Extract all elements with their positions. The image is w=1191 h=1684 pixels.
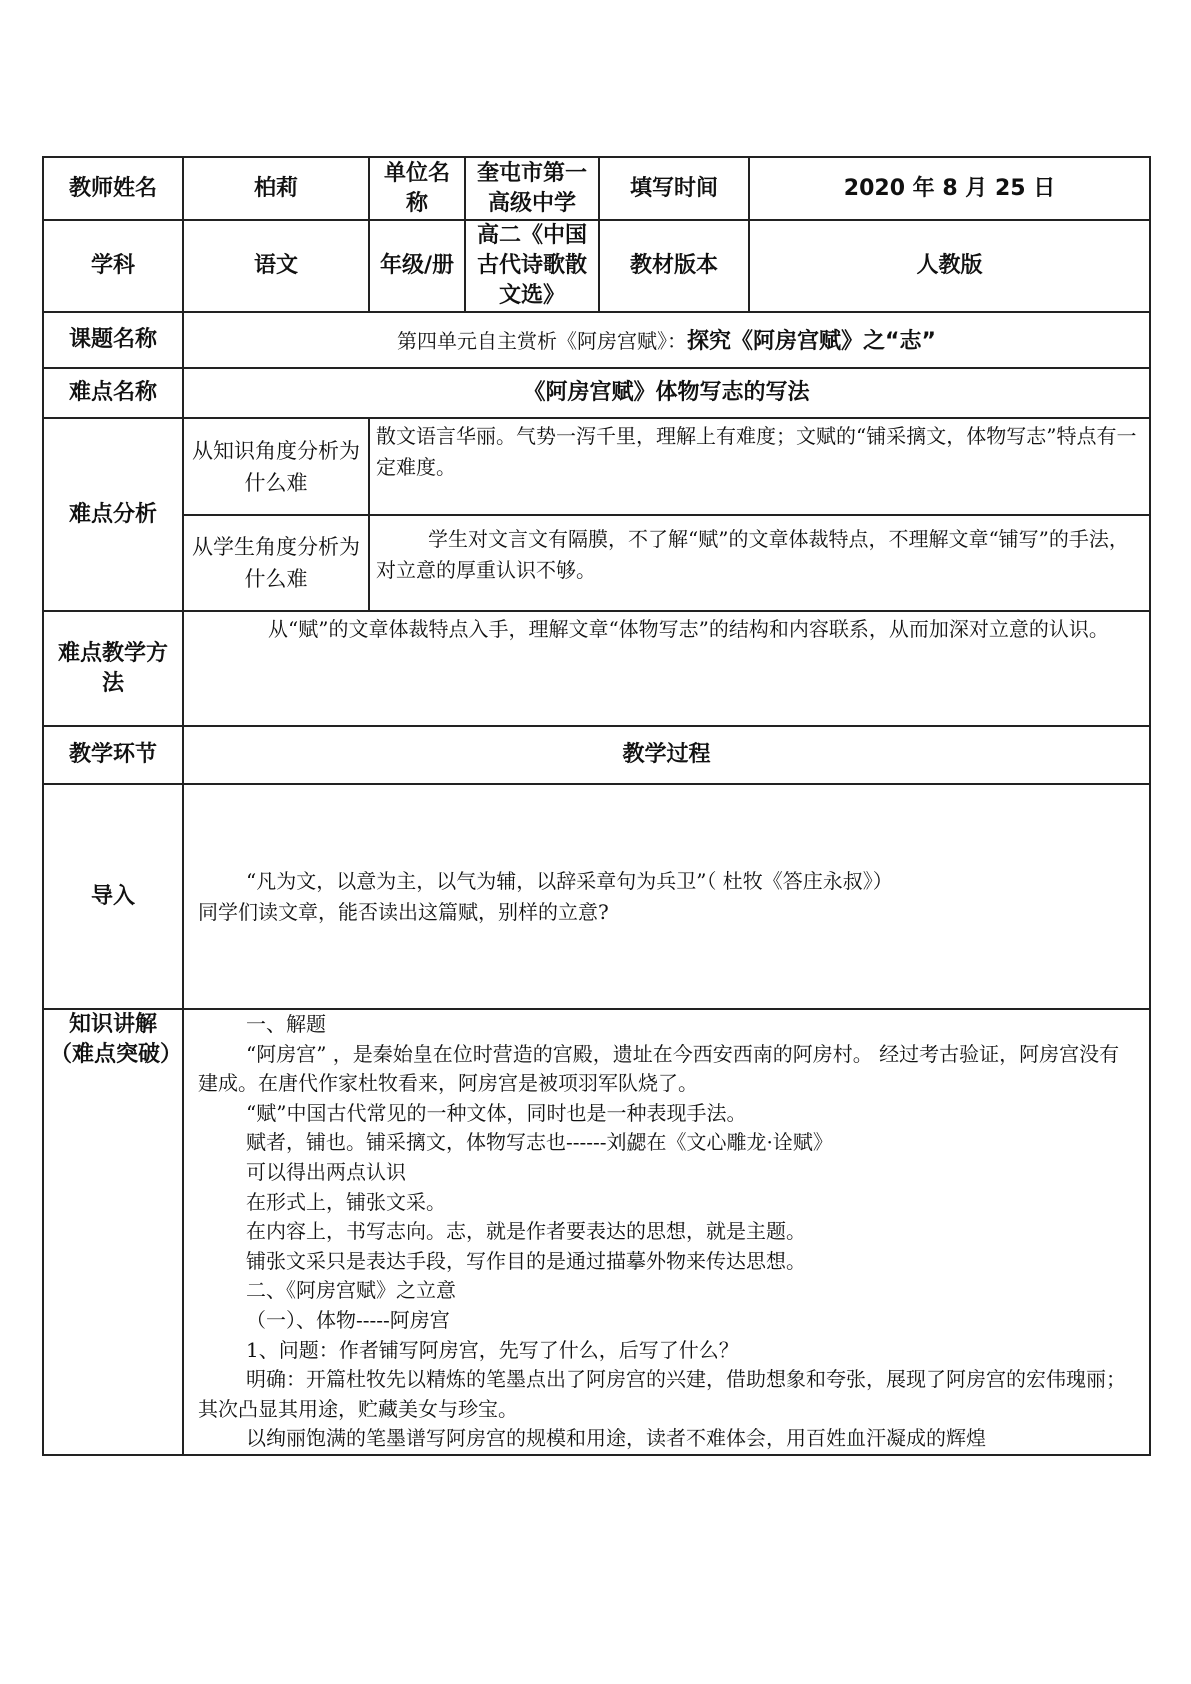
knowledge-angle-label: 从知识角度分析为什么难 (183, 418, 369, 515)
analysis-row-student (43, 515, 1150, 611)
edition-label: 教材版本 (599, 220, 749, 312)
topic-bold: 探究《阿房宫赋》之“志” (687, 328, 936, 354)
intro-question: 同学们读文章，能否读出这篇赋，别样的立意? (198, 899, 609, 924)
knowledge-angle-text: 散文语言华丽。气势一泻千里，理解上有难度；文赋的“铺采摛文，体物写志”特点有一定难度。 (369, 418, 1150, 515)
topic-prefix: 第四单元自主赏析《阿房宫赋》： (397, 328, 688, 353)
date-value: 2020 年 8 月 25 日 (749, 157, 1150, 220)
difficulty-label: 难点名称 (43, 368, 183, 418)
knowledge-line-11: 1、问题：作者铺写阿房宫，先写了什么，后写了什么？ (246, 1337, 739, 1362)
knowledge-content (183, 1009, 1150, 1455)
intro-row (43, 784, 1150, 1009)
intro-quote: “凡为文，以意为主，以气为辅，以辞采章句为兵卫”（ 杜牧《答庄永叔》） (246, 868, 893, 893)
knowledge-line-4: 赋者，铺也。铺采摛文，体物写志也------刘勰在《文心雕龙·诠赋》 (246, 1130, 833, 1155)
process-header-row (43, 726, 1150, 784)
knowledge-line-12: 明确：开篇杜牧先以精炼的笔墨点出了阿房宫的兴建，借助想象和夸张，展现了阿房宫的宏伟瑰丽；其次凸显其用途，贮藏美女与珍宝。 (198, 1367, 1126, 1421)
knowledge-line-6: 在形式上，铺张文采。 (246, 1189, 446, 1214)
analysis-label: 难点分析 (43, 418, 183, 611)
header-row-2 (43, 220, 1150, 312)
knowledge-line-3: “赋”中国古代常见的一种文体，同时也是一种表现手法。 (246, 1100, 747, 1125)
knowledge-line-8: 铺张文采只是表达手段，写作目的是通过描摹外物来传达思想。 (246, 1248, 806, 1273)
subject-value: 语文 (183, 220, 369, 312)
difficulty-value: 《阿房宫赋》体物写志的写法 (183, 368, 1150, 418)
knowledge-row (43, 1009, 1150, 1455)
knowledge-line-7: 在内容上，书写志向。志，就是作者要表达的思想，就是主题。 (246, 1219, 806, 1244)
header-row-1 (43, 157, 1150, 220)
intro-content (183, 784, 1150, 1009)
difficulty-row (43, 368, 1150, 418)
lesson-plan-sheet (42, 156, 1149, 1456)
lesson-plan-table (42, 156, 1151, 1456)
knowledge-line-1: 一、解题 (246, 1012, 326, 1036)
intro-label: 导入 (43, 784, 183, 1009)
method-row (43, 611, 1150, 726)
edition-value: 人教版 (749, 220, 1150, 312)
teacher-value: 柏莉 (183, 157, 369, 220)
analysis-row-knowledge (43, 418, 1150, 515)
date-label: 填写时间 (599, 157, 749, 220)
process-label: 教学过程 (183, 726, 1150, 784)
unit-label: 单位名称 (369, 157, 465, 220)
unit-value: 奎屯市第一高级中学 (465, 157, 599, 220)
knowledge-label: 知识讲解（难点突破） (43, 1009, 183, 1455)
knowledge-line-2: “阿房宫” ，是秦始皇在位时营造的宫殿，遗址在今西安西南的阿房村。 经过考古验证，阿房宫没有建成。在唐代作家杜牧看来，阿房宫是被项羽军队烧了。 (198, 1041, 1120, 1096)
method-text: 从“赋”的文章体裁特点入手，理解文章“体物写志”的结构和内容联系，从而加深对立意的认识。 (183, 611, 1150, 726)
topic-label: 课题名称 (43, 312, 183, 368)
grade-value: 高二《中国古代诗歌散文选》 (465, 220, 599, 312)
topic-value (183, 312, 1150, 368)
knowledge-line-13: 以绚丽饱满的笔墨谱写阿房宫的规模和用途，读者不难体会，用百姓血汗凝成的辉煌 (246, 1426, 986, 1451)
method-label: 难点教学方法 (43, 611, 183, 726)
teacher-label: 教师姓名 (43, 157, 183, 220)
student-angle-label: 从学生角度分析为什么难 (183, 515, 369, 611)
student-angle-text: 学生对文言文有隔膜，不了解“赋”的文章体裁特点，不理解文章“铺写”的手法，对立意的厚重认识不够。 (369, 515, 1150, 611)
topic-row (43, 312, 1150, 368)
knowledge-line-5: 可以得出两点认识 (246, 1159, 406, 1184)
grade-label: 年级/册 (369, 220, 465, 312)
stage-label: 教学环节 (43, 726, 183, 784)
subject-label: 学科 (43, 220, 183, 312)
knowledge-line-10: （一）、体物-----阿房宫 (246, 1307, 450, 1332)
knowledge-line-9: 二、《阿房宫赋》之立意 (246, 1278, 456, 1303)
